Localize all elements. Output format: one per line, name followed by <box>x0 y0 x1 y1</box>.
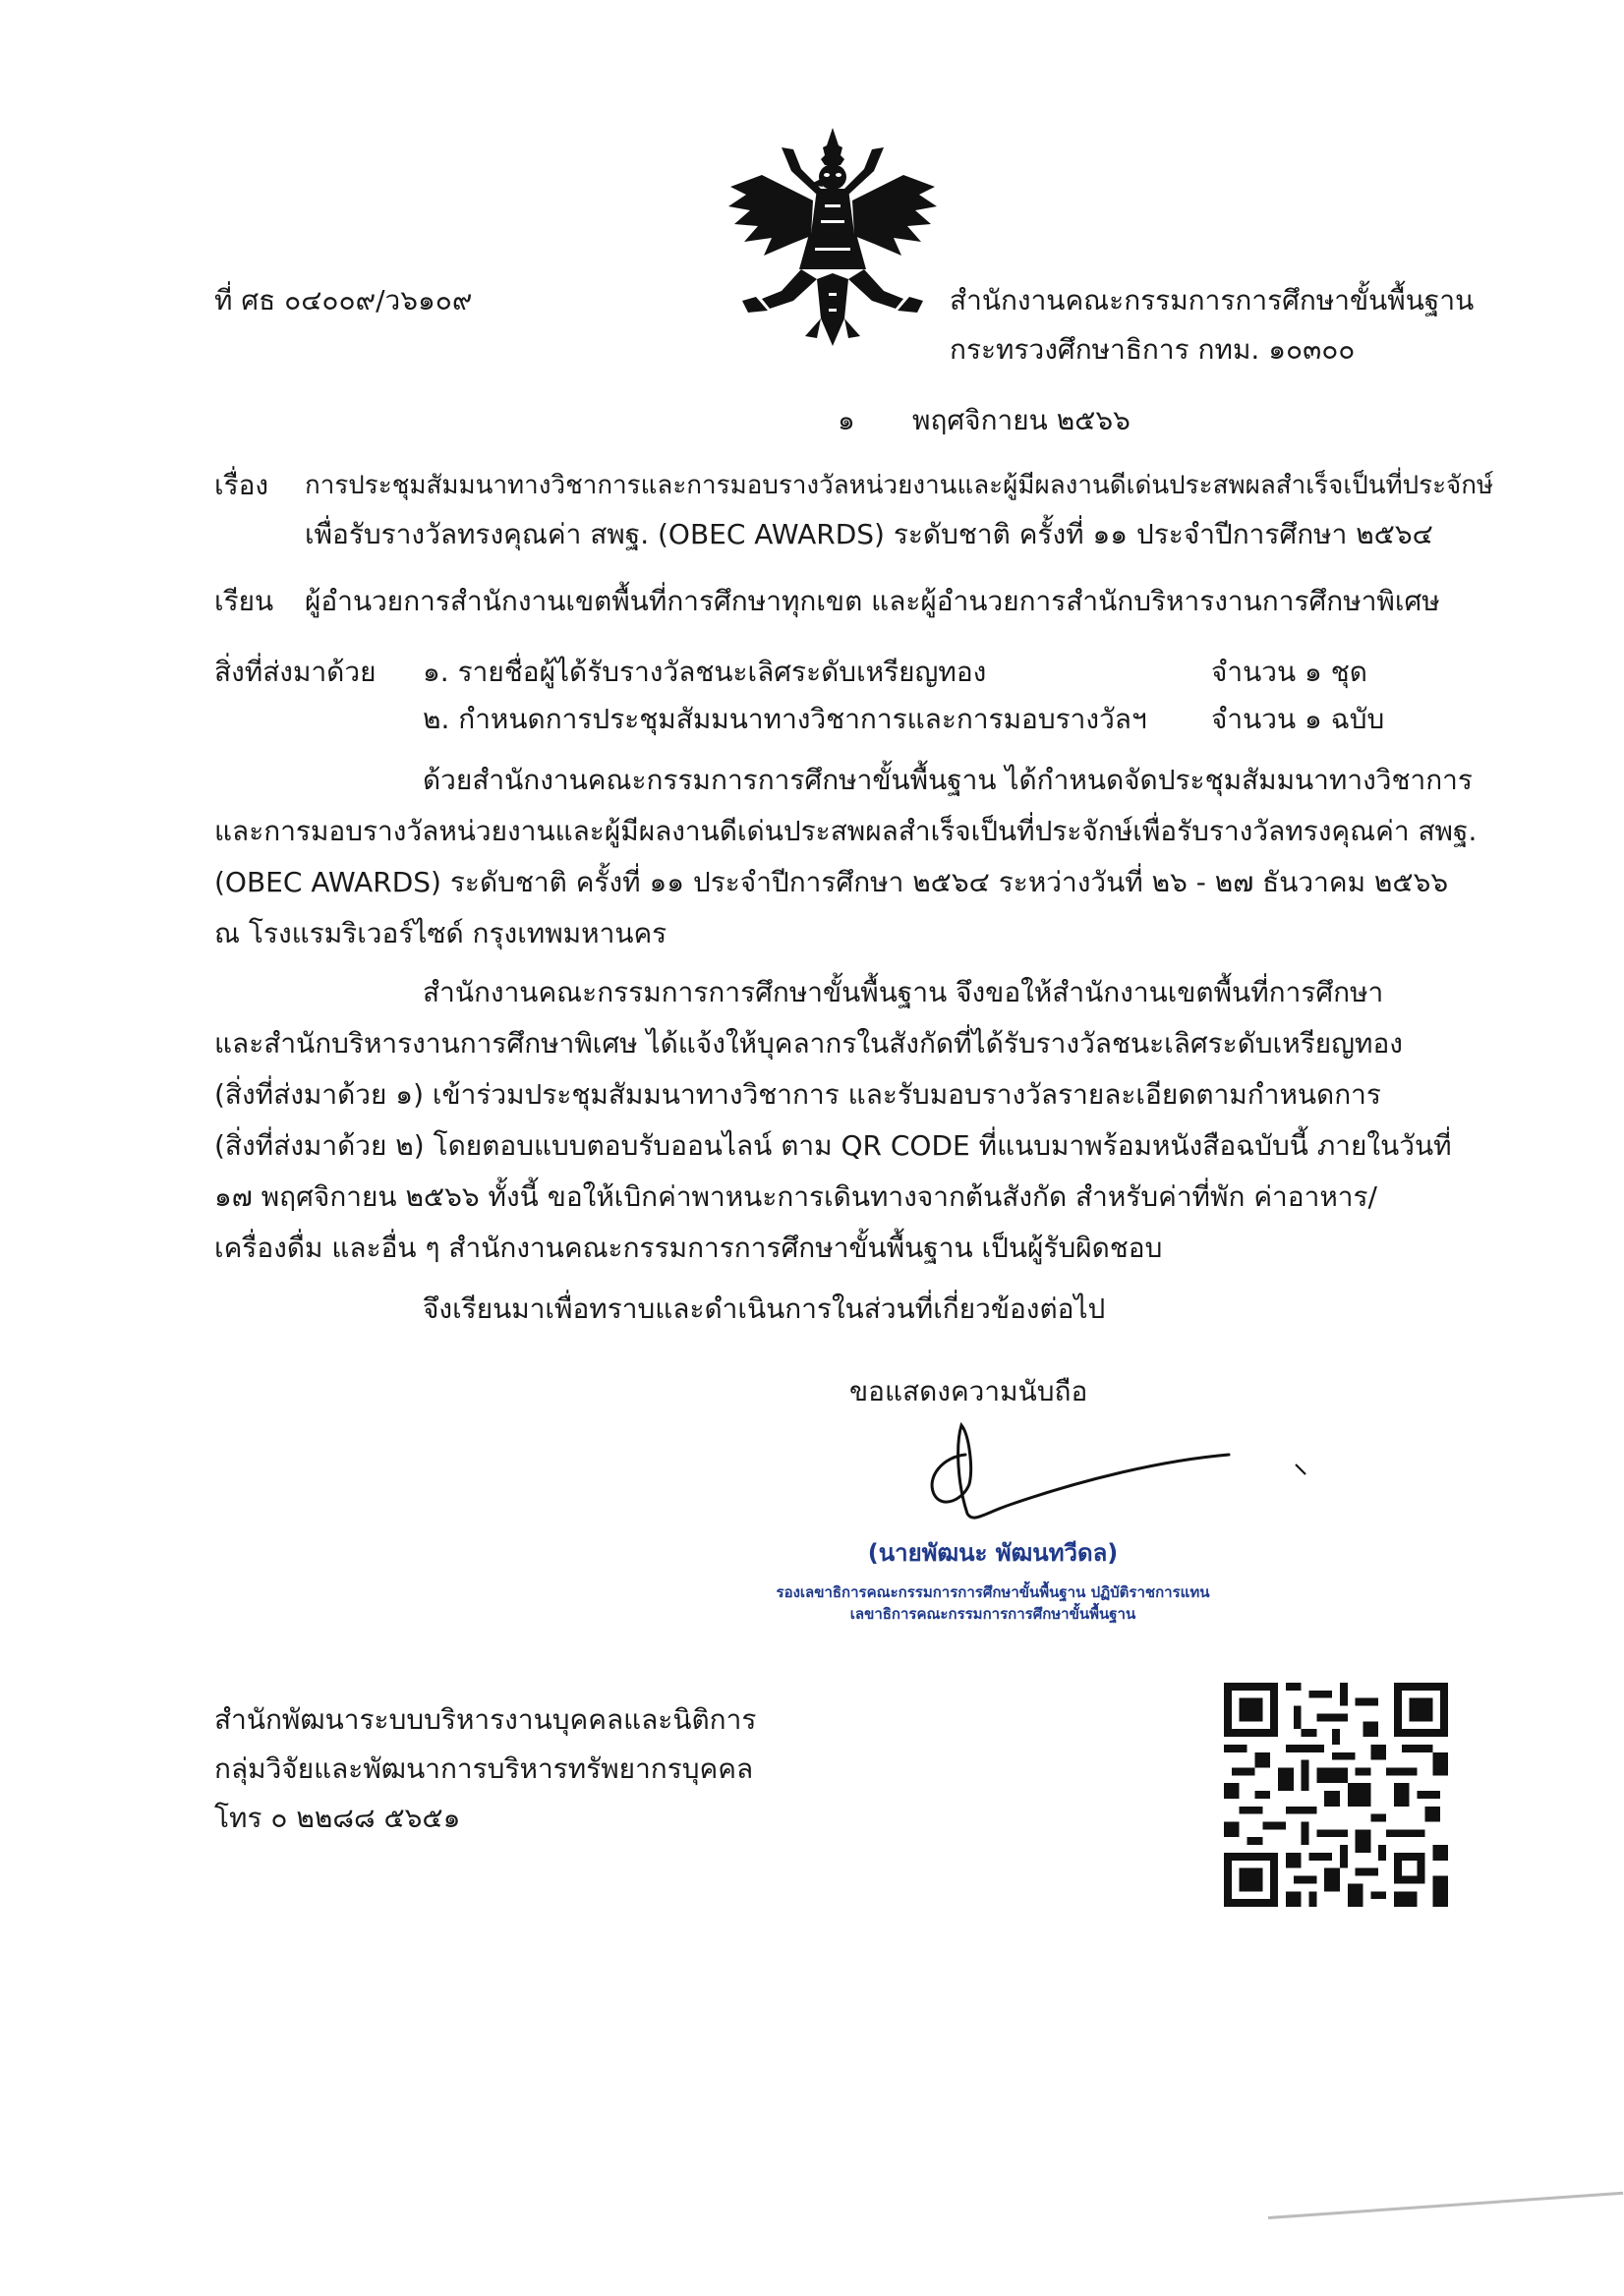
paragraph-1-line: ด้วยสำนักงานคณะกรรมการการศึกษาขั้นพื้นฐาน ได้กำหนดจัดประชุมสัมมนาทางวิชาการ <box>423 764 1473 796</box>
paragraph-1-line: ณ โรงแรมริเวอร์ไซด์ กรุงเทพมหานคร <box>214 917 667 949</box>
footer-office: สำนักพัฒนาระบบบริหารงานบุคคลและนิติการ <box>214 1703 757 1736</box>
enclosure-item: ๑. รายชื่อผู้ได้รับรางวัลชนะเลิศระดับเหรียญทอง <box>423 656 987 688</box>
footer-group: กลุ่มวิจัยและพัฒนาการบริหารทรัพยากรบุคคล <box>214 1752 754 1785</box>
qr-code-icon[interactable] <box>1224 1683 1448 1907</box>
enclosure-quantity: จำนวน ๑ ชุด <box>1211 656 1367 688</box>
paragraph-1-line: และการมอบรางวัลหน่วยงานและผู้มีผลงานดีเด่นประสพผลสำเร็จเป็นที่ประจักษ์เพื่อรับรางวัลทรงคุณค่า สพฐ. <box>214 815 1478 847</box>
paragraph-2-line: (สิ่งที่ส่งมาด้วย ๒) โดยตอบแบบตอบรับออนไลน์ ตาม QR CODE ที่แนบมาพร้อมหนังสือฉบับนี้ ภายในวันที่ <box>214 1129 1452 1162</box>
paragraph-2-line: ๑๗ พฤศจิกายน ๒๕๖๖ ทั้งนี้ ขอให้เบิกค่าพาหนะการเดินทางจากต้นสังกัด สำหรับค่าที่พัก ค่าอาหาร/ <box>214 1180 1377 1213</box>
salutation: ขอแสดงความนับถือ <box>849 1375 1088 1407</box>
enclosure-quantity: จำนวน ๑ ฉบับ <box>1211 703 1385 735</box>
page-edge-shadow <box>1268 2192 1623 2219</box>
date-month-year: พฤศจิกายน ๒๕๖๖ <box>912 404 1131 436</box>
enclosures-label: สิ่งที่ส่งมาด้วย <box>214 656 377 688</box>
paragraph-2-line: สำนักงานคณะกรรมการการศึกษาขั้นพื้นฐาน จึงขอให้สำนักงานเขตพื้นที่การศึกษา <box>423 976 1384 1008</box>
signatory-name: (นายพัฒนะ พัฒนทวีดล) <box>867 1539 1119 1567</box>
subject-line-2: เพื่อรับรางวัลทรงคุณค่า สพฐ. (OBEC AWARDS) ระดับชาติ ครั้งที่ ๑๑ ประจำปีการศึกษา ๒๕๖๔ <box>305 518 1433 550</box>
signatory-title-2: เลขาธิการคณะกรรมการการศึกษาขั้นพื้นฐาน <box>849 1605 1136 1623</box>
subject-line-1-text: การประชุมสัมมนาทางวิชาการและการมอบรางวัลหน่วยงานและผู้มีผลงานดีเด่นประสพผลสำเร็จเป็นที่ประจักษ์ <box>305 471 1494 500</box>
agency-name: สำนักงานคณะกรรมการการศึกษาขั้นพื้นฐาน <box>950 284 1475 316</box>
garuda-emblem-icon <box>723 126 944 352</box>
signatory-block <box>688 1533 1298 1625</box>
addressee-text: ผู้อำนวยการสำนักงานเขตพื้นที่การศึกษาทุกเขต และผู้อำนวยการสำนักบริหารงานการศึกษาพิเศษ <box>305 585 1440 617</box>
subject-line-1 <box>305 466 1494 505</box>
enclosure-item: ๒. กำหนดการประชุมสัมมนาทางวิชาการและการมอบรางวัลฯ <box>423 703 1147 735</box>
paragraph-1-line: (OBEC AWARDS) ระดับชาติ ครั้งที่ ๑๑ ประจำปีการศึกษา ๒๕๖๔ ระหว่างวันที่ ๒๖ - ๒๗ ธันวาคม ๒๕๖๖ <box>214 866 1449 898</box>
agency-address: กระทรวงศึกษาธิการ กทม. ๑๐๓๐๐ <box>950 333 1356 366</box>
addressee-label: เรียน <box>214 585 274 617</box>
signatory-title: รองเลขาธิการคณะกรรมการการศึกษาขั้นพื้นฐาน ปฏิบัติราชการแทน <box>776 1583 1210 1601</box>
paragraph-2-line: เครื่องดื่ม และอื่น ๆ สำนักงานคณะกรรมการการศึกษาขั้นพื้นฐาน เป็นผู้รับผิดชอบ <box>214 1232 1163 1264</box>
footer-phone: โทร ๐ ๒๒๘๘ ๕๖๕๑ <box>214 1802 461 1834</box>
document-number: ที่ ศธ ๐๔๐๐๙/ว๖๑๐๙ <box>214 284 473 316</box>
date-day: ๑ <box>838 404 855 436</box>
signature-icon <box>904 1415 1317 1533</box>
paragraph-2-line: (สิ่งที่ส่งมาด้วย ๑) เข้าร่วมประชุมสัมมนาทางวิชาการ และรับมอบรางวัลรายละเอียดตามกำหนดการ <box>214 1078 1381 1111</box>
subject-label: เรื่อง <box>214 469 269 501</box>
closing-paragraph: จึงเรียนมาเพื่อทราบและดำเนินการในส่วนที่เกี่ยวข้องต่อไป <box>423 1292 1106 1325</box>
paragraph-2-line: และสำนักบริหารงานการศึกษาพิเศษ ได้แจ้งให้บุคลากรในสังกัดที่ได้รับรางวัลชนะเลิศระดับเหรียญทอง <box>214 1027 1403 1060</box>
